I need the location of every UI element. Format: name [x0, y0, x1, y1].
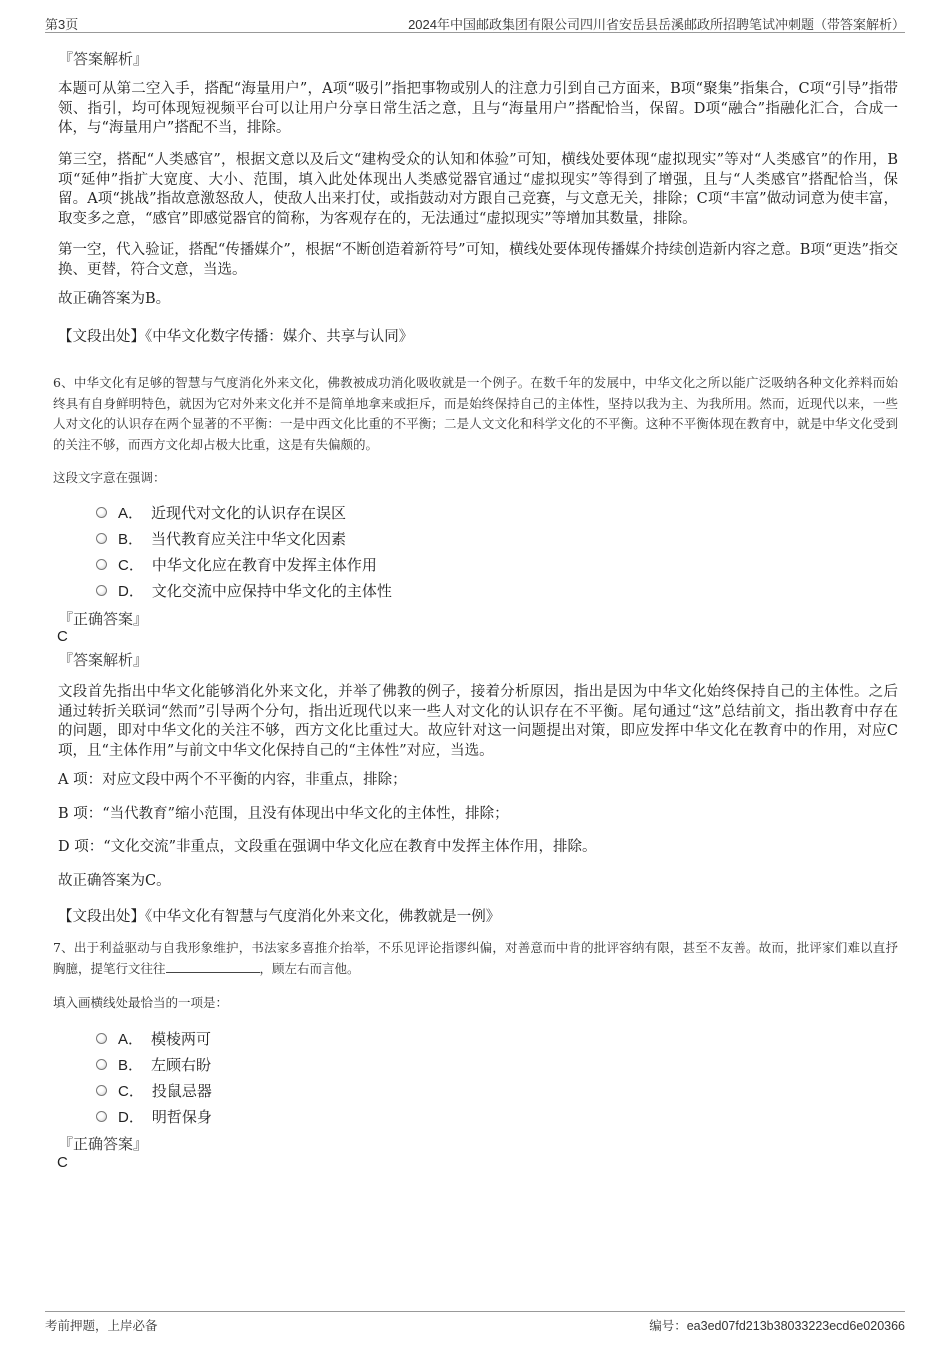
q7-option-c[interactable]: C． 投鼠忌器 [96, 1079, 212, 1101]
analysis-conclusion: 故正确答案为C。 [58, 873, 171, 889]
question-7-text: 7、出于利益驱动与自我形象维护，书法家多喜推介抬举，不乐见评论指谬纠偏，对善意而中肯的批评容纳有限，甚至不友善。故而，批评家们难以直抒胸臆，提笔行文往往 ，顾左右而言他。 [53, 940, 898, 976]
radio-icon[interactable] [96, 1033, 107, 1044]
radio-icon[interactable] [96, 1085, 107, 1096]
question-7-stem: 填入画横线处最恰当的一项是： [53, 995, 229, 1010]
analysis-paragraph: 第三空，搭配“人类感官”，根据文意以及后文“建构受众的认知和体验”可知，横线处要体现“虚拟现实”等对“人类感官”的作用，B项“延伸”指扩大宽度、大小、范围，填入此处体现出人类感觉器官通过“虚拟现实”等得到了增强，且与“人类感官”搭配恰当，保留。A项“挑战”指故意激怒敌人，使敌人出来打仗，或指鼓动对方跟自己竞赛，与文意无关，排除；C项“丰富”做动词意为使丰富，取变多之意，“感官”即感觉器官的简称，为客观存在的，无法通过“虚拟现实”等增加其数量，排除。 [58, 152, 898, 227]
radio-icon[interactable] [96, 533, 107, 544]
q7-option-b[interactable]: B． 左顾右盼 [96, 1053, 211, 1075]
document-code: 编号：ea3ed07fd213b38033223ecd6e020366 [649, 1319, 905, 1333]
correct-answer-label: 『正确答案』 [58, 610, 149, 628]
analysis-paragraph: 第一空，代入验证，搭配“传播媒介”，根据“不断创造着新符号”可知，横线处要体现传播媒介持续创造新内容之意。B项“更迭”指交换、更替，符合文意，当选。 [58, 242, 898, 278]
option-a-note: A 项：对应文段中两个不平衡的内容，非重点，排除； [58, 772, 407, 788]
radio-icon[interactable] [96, 507, 107, 518]
q6-option-a[interactable]: A． 近现代对文化的认识存在误区 [96, 501, 346, 523]
page-header [45, 12, 905, 33]
passage-source: 【文段出处】《中华文化数字传播：媒介、共享与认同》 [58, 329, 414, 345]
answer-analysis-label: 『答案解析』 [58, 50, 149, 68]
radio-icon[interactable] [96, 559, 107, 570]
document-title: 2024年中国邮政集团有限公司四川省安岳县岳溪邮政所招聘笔试冲刺题（带答案解析） [408, 17, 905, 32]
q6-option-c[interactable]: C． 中华文化应在教育中发挥主体作用 [96, 553, 377, 575]
analysis-paragraph: 本题可从第二空入手，搭配“海量用户”，A项“吸引”指把事物或别人的注意力引到自己方面来，B项“聚集”指集合，C项“引导”指带领、指引，均可体现短视频平台可以让用户分享日常生活之意，且与“海量用户”搭配恰当，保留。D项“融合”指融化汇合，合成一体，与“海量用户”搭配不当，排除。 [58, 81, 898, 136]
analysis-conclusion: 故正确答案为B。 [58, 291, 171, 307]
correct-answer: C [57, 1154, 68, 1171]
option-b-note: B 项：“当代教育”缩小范围，且没有体现出中华文化的主体性，排除； [58, 806, 509, 822]
q6-option-d[interactable]: D． 文化交流中应保持中华文化的主体性 [96, 579, 392, 601]
option-d-note: D 项：“文化交流”非重点，文段重在强调中华文化应在教育中发挥主体作用，排除。 [58, 839, 597, 855]
correct-answer: C [57, 628, 68, 645]
q7-option-d[interactable]: D． 明哲保身 [96, 1105, 212, 1127]
footer-slogan: 考前押题，上岸必备 [45, 1318, 158, 1333]
page-number: 第3页 [45, 17, 79, 32]
fill-in-blank [166, 960, 260, 973]
q7-option-a[interactable]: A． 模棱两可 [96, 1027, 211, 1049]
page-footer [45, 1311, 905, 1334]
question-6-text: 6、中华文化有足够的智慧与气度消化外来文化，佛教被成功消化吸收就是一个例子。在数千年的发展中，中华文化之所以能广泛吸纳各种文化养料而始终具有自身鲜明特色，就因为它对外来文化并不是简单地拿来或拒斥，而是始终保持自己的主体性，坚持以我为主、为我所用。然而，近现代以来，一些人对文化的认识存在两个显著的不平衡：一是中西文化比重的不平衡；二是人文文化和科学文化的不平衡。这种不平衡体现在教育中，就是中华文化受到的关注不够，而西方文化却占极大比重，这是有失偏颇的。 [53, 375, 898, 452]
q6-option-b[interactable]: B． 当代教育应关注中华文化因素 [96, 527, 346, 549]
correct-answer-label: 『正确答案』 [58, 1135, 149, 1153]
radio-icon[interactable] [96, 585, 107, 596]
analysis-paragraph: 文段首先指出中华文化能够消化外来文化，并举了佛教的例子，接着分析原因，指出是因为中华文化始终保持自己的主体性。之后通过转折关联词“然而”引导两个分句，指出近现代以来一些人对文化的认识存在不平衡。尾句通过“这”总结前文，指出教育中存在的问题，即对中华文化的关注不够，西方文化比重过大。故应针对这一问题提出对策，即应发挥中华文化在教育中的作用，对应C 项，且“主体作用”与前文中华文化保持自己的“主体性”对应，当选。 [58, 684, 898, 759]
answer-analysis-label: 『答案解析』 [58, 651, 149, 669]
question-6-stem: 这段文字意在强调： [53, 470, 166, 485]
passage-source: 【文段出处】《中华文化有智慧与气度消化外来文化，佛教就是一例》 [58, 909, 501, 925]
radio-icon[interactable] [96, 1111, 107, 1122]
radio-icon[interactable] [96, 1059, 107, 1070]
